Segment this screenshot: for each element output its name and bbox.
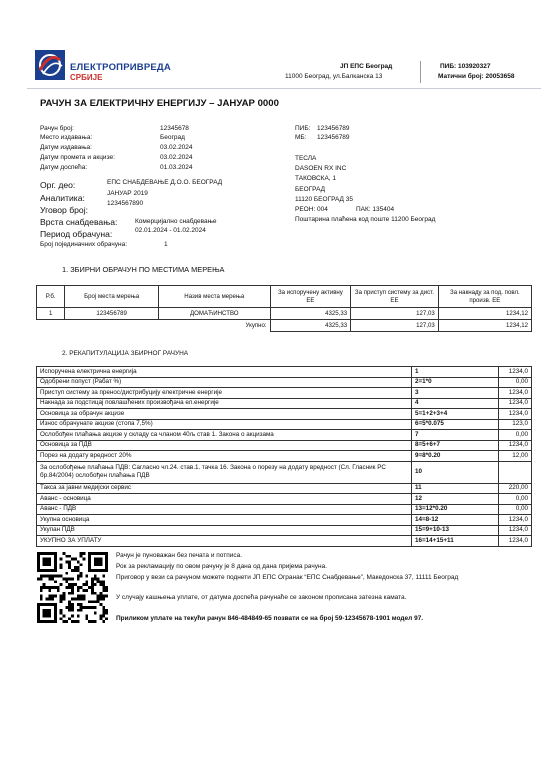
recap-value: 1234,0 — [499, 440, 532, 451]
note-complaint-deadline: Рок за рекламацију по овом рачуну је 8 дана од дана пријема рачуна. — [116, 563, 328, 570]
recap-row — [37, 367, 532, 378]
excise-date-label: Датум промета и акцизе: — [40, 154, 115, 161]
cell-subsidy-fee: 1234,12 — [438, 308, 531, 320]
note-validity: Рачун је пуноважан без печата и потписа. — [116, 552, 243, 559]
billing-period-label: Период обрачуна: — [40, 229, 113, 239]
totals-row — [37, 320, 532, 332]
org-unit-value: ЕПС СНАБДЕВАЊЕ Д.О.О. БЕОГРАД — [107, 179, 223, 186]
recap-row — [37, 515, 532, 526]
cell-mm-name: ДОМАЋИНСТВО — [158, 308, 270, 320]
recap-label: Испоручена електрична енергија — [37, 367, 412, 378]
recap-label: Порез на додату вредност 20% — [37, 451, 412, 462]
recap-code: 8=5+6+7 — [412, 440, 499, 451]
table-row — [37, 308, 532, 320]
recap-row — [37, 536, 532, 547]
recap-table — [36, 366, 532, 547]
recap-value — [499, 461, 532, 483]
customer-pak: ПАК: 135404 — [356, 206, 395, 213]
excise-date-value: 03.02.2024 — [160, 154, 193, 161]
cell-system-access: 127,03 — [351, 308, 439, 320]
recap-row — [37, 430, 532, 441]
due-date-label: Датум доспећа: — [40, 164, 88, 171]
customer-mb-label: МБ: — [295, 134, 307, 141]
total-subsidy-fee: 1234,12 — [438, 320, 531, 332]
recap-value: 0,00 — [499, 377, 532, 388]
postage-note: Поштарина плаћена код поште 11200 Београд — [295, 216, 436, 223]
issue-place-label: Место издавања: — [40, 134, 93, 141]
recap-code: 12 — [412, 494, 499, 505]
customer-mb: 123456789 — [317, 134, 350, 141]
recap-row — [37, 377, 532, 388]
eps-logo — [35, 50, 65, 80]
recap-code: 15=9+10-13 — [412, 525, 499, 536]
supply-type-value: Комерцијално снабдевање — [135, 218, 217, 225]
col-header: За испоручену активну ЕЕ — [270, 286, 351, 308]
recap-code: 4 — [412, 398, 499, 409]
customer-pib-label: ПИБ: — [295, 125, 311, 132]
recap-code: 9=8*0.20 — [412, 451, 499, 462]
customer-street: ТАКОВСКА, 1 — [295, 175, 337, 182]
issue-date-value: 03.02.2024 — [160, 144, 193, 151]
brand-subname: СРБИЈЕ — [70, 73, 103, 82]
calc-count-value: 1 — [164, 241, 168, 248]
recap-label: Укупна основица — [37, 515, 412, 526]
recap-label: Ослобођен плаћања акцизе у складу са чланом 40љ став 1. Закона о акцизама — [37, 430, 412, 441]
recap-code: 10 — [412, 461, 499, 483]
recap-value: 0,00 — [499, 504, 532, 515]
issue-place-value: Београд — [160, 134, 185, 141]
table-header-row — [37, 286, 532, 308]
total-active-energy: 4325,33 — [270, 320, 351, 332]
contract-label: Уговор број: — [40, 205, 88, 215]
recap-value: 220,00 — [499, 483, 532, 494]
recap-code: 1 — [412, 367, 499, 378]
issuer-address: 11000 Београд, ул.Балканска 13 — [285, 73, 383, 80]
customer-postal: 11120 БЕОГРАД 35 — [295, 196, 353, 203]
billing-period-value: 02.01.2024 - 01.02.2024 — [135, 227, 206, 234]
recap-label: За ослобођење плаћања ПДВ: Сагласно чл.24. став.1. тачка 16. Закона о порезу нa додату вредност (Сл. Гласник РС бр.84/2004) ослобођен плаћања ПДВ — [37, 461, 412, 483]
recap-value: 1234,0 — [499, 515, 532, 526]
recap-label: Такса за јавни медијски сервис — [37, 483, 412, 494]
header-rule — [27, 88, 541, 89]
cell-mm-number: 123456789 — [65, 308, 159, 320]
recap-label: Основица за ПДВ — [37, 440, 412, 451]
customer-city: БЕОГРАД — [295, 186, 326, 193]
customer-name-2: DASOEN RX INC — [295, 165, 347, 172]
recap-row — [37, 451, 532, 462]
recap-code: 13=12*0.20 — [412, 504, 499, 515]
recap-label: Основица за обрачун акцизе — [37, 409, 412, 420]
recap-label: Износ обрачунате акцизе (стопа 7,5%) — [37, 419, 412, 430]
recap-row — [37, 494, 532, 505]
header-divider — [420, 61, 421, 83]
issuer-name: ЈП ЕПС Београд — [340, 63, 393, 70]
recap-row — [37, 419, 532, 430]
col-header: За накнаду за под. повл. произв. ЕЕ — [438, 286, 531, 308]
invoice-title: РАЧУН ЗА ЕЛЕКТРИЧНУ ЕНЕРГИЈУ – ЈАНУАР 0000 — [40, 98, 279, 109]
recap-value: 0,00 — [499, 494, 532, 505]
totals-label: Укупно: — [245, 322, 267, 330]
recap-row — [37, 440, 532, 451]
col-header: Број места мерења — [65, 286, 159, 308]
recap-label: Укупан ПДВ — [37, 525, 412, 536]
recap-label: Одобрени попуст (Рабат %) — [37, 377, 412, 388]
recap-value: 1234,0 — [499, 367, 532, 378]
contract-value: 1234567890 — [107, 200, 144, 207]
section2-title: 2. РЕКАПИТУЛАЦИЈА ЗБИРНОГ РАЧУНА — [62, 350, 189, 357]
recap-row — [37, 525, 532, 536]
customer-name: ТЕСЛА — [295, 155, 317, 162]
recap-code: 7 — [412, 430, 499, 441]
payment-instructions: Приликом уплате на текући рачун 846-484849-65 позвати се на број 59-12345678-1901 модел 97. — [116, 615, 424, 622]
note-late-interest: У случају кашњења уплате, от датума доспећа рачунаће се законом прописана затезна камата. — [116, 594, 407, 601]
recap-value: 1234,0 — [499, 536, 532, 547]
payment-qr-code — [37, 552, 108, 623]
recap-code: 6=5*0.075 — [412, 419, 499, 430]
brand-name: ЕЛЕКТРОПРИВРЕДА — [70, 62, 171, 73]
analytics-value: ЈАНУАР 2019 — [107, 190, 148, 197]
recap-value: 0,00 — [499, 430, 532, 441]
col-header: Назив места мерења — [158, 286, 270, 308]
recap-code: 5=1+2+3+4 — [412, 409, 499, 420]
recap-code: 14=8-12 — [412, 515, 499, 526]
issuer-mb: Матични број: 20053658 — [438, 73, 515, 80]
due-date-value: 01.03.2024 — [160, 164, 193, 171]
recap-label: Накнада за подстицај повлашћених произвођача ел.енергије — [37, 398, 412, 409]
recap-label: Аванс - основица — [37, 494, 412, 505]
note-complaint-address: Приговор у вези са рачуном можете поднети ЈП ЕПС Огранак “ЕПС Снабдевање”, Македонска 37, 11111 Београд — [116, 574, 459, 581]
cell-rb: 1 — [37, 308, 65, 320]
calc-count-label: Број појединачних обрачуна: — [40, 241, 128, 248]
recap-value: 12,00 — [499, 451, 532, 462]
col-header: Р.б. — [37, 286, 65, 308]
invoice-number-label: Рачун број: — [40, 125, 74, 132]
recap-row — [37, 398, 532, 409]
analytics-label: Аналитика: — [40, 193, 85, 203]
recap-value: 1234,0 — [499, 409, 532, 420]
recap-row — [37, 483, 532, 494]
recap-code: 16=14+15+11 — [412, 536, 499, 547]
customer-reon: РЕОН: 004 — [295, 206, 328, 213]
cell-active-energy: 4325,33 — [270, 308, 351, 320]
invoice-number-value: 12345678 — [160, 125, 189, 132]
measurement-summary-table — [36, 285, 532, 332]
recap-value: 1234,0 — [499, 388, 532, 399]
recap-value: 1234,0 — [499, 398, 532, 409]
customer-pib: 123456789 — [317, 125, 350, 132]
recap-code: 2=1*0 — [412, 377, 499, 388]
supply-type-label: Врста снабдевања: — [40, 217, 118, 227]
recap-label: Аванс - ПДВ — [37, 504, 412, 515]
issuer-pib: ПИБ: 103920327 — [440, 63, 491, 70]
recap-code: 3 — [412, 388, 499, 399]
recap-value: 1234,0 — [499, 525, 532, 536]
recap-row — [37, 388, 532, 399]
recap-code: 11 — [412, 483, 499, 494]
recap-label: Приступ систему за пренос/дистрибуцију електричне енергије — [37, 388, 412, 399]
recap-row — [37, 461, 532, 483]
org-unit-label: Орг. део: — [40, 180, 76, 190]
recap-value: 123,0 — [499, 419, 532, 430]
col-header: За приступ систему за дист. ЕЕ — [351, 286, 439, 308]
issue-date-label: Датум издавања: — [40, 144, 92, 151]
total-system-access: 127,03 — [351, 320, 439, 332]
recap-row — [37, 504, 532, 515]
recap-row — [37, 409, 532, 420]
section1-title: 1. ЗБИРНИ ОБРАЧУН ПО МЕСТИМА МЕРЕЊА — [62, 265, 225, 274]
recap-label: УКУПНО ЗА УПЛАТУ — [37, 536, 412, 547]
